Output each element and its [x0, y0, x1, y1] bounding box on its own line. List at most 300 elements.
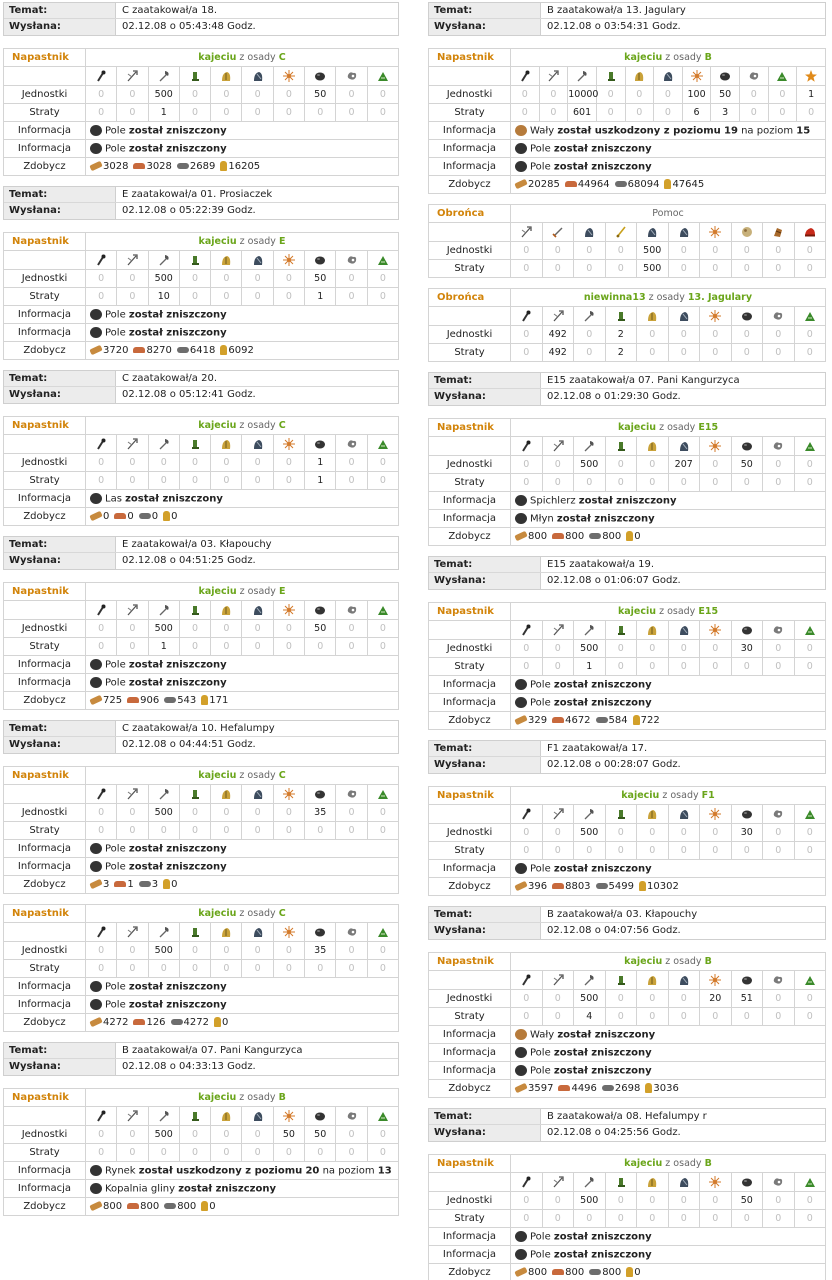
sent-row: [4, 553, 398, 569]
info-row: [4, 122, 399, 140]
info-row: [4, 1180, 399, 1198]
unit-count: 0: [367, 86, 398, 104]
sent-value: 02.12.08 o 05:12:41 Godz.: [122, 389, 256, 400]
grain-icon: [163, 511, 170, 521]
attacker-table: [428, 786, 826, 896]
unit-icon-cell: [605, 805, 637, 824]
catapult-icon: [515, 495, 527, 506]
iron-amount: 2698: [614, 1083, 641, 1094]
unit-count: 0: [542, 474, 574, 492]
unit-count: 0: [668, 242, 700, 260]
player-name-link[interactable]: kajeciu: [617, 422, 657, 433]
wood-icon: [89, 345, 102, 356]
teuton-icon: [678, 624, 690, 636]
unit-count: 500: [148, 620, 179, 638]
report-title-row: [429, 205, 826, 223]
units-row-label: Jednostki: [429, 824, 511, 842]
unit-icon-cell: [731, 223, 763, 242]
iron-icon: [164, 1203, 176, 1209]
unit-icon-cell: [305, 251, 336, 270]
unit-icon-cell: [242, 67, 273, 86]
topic-label: Temat:: [429, 741, 541, 756]
unit-count: 0: [211, 804, 242, 822]
wall-icon: [515, 125, 527, 136]
empty-cell: [429, 307, 511, 326]
settler-icon: [804, 624, 816, 636]
unit-icon-cell: [367, 1107, 398, 1126]
chief-icon: [772, 974, 784, 986]
unit-count: 0: [794, 260, 826, 278]
loot-cell: [86, 342, 399, 360]
redcap-icon: [804, 226, 816, 238]
unit-count: 30: [731, 824, 763, 842]
wood-amount: 800: [103, 1201, 123, 1212]
player-name-link[interactable]: kajeciu: [198, 52, 237, 63]
unit-count: 0: [668, 1210, 700, 1228]
level-from: 19: [723, 125, 738, 137]
player-cell: [511, 1155, 826, 1173]
unit-count: 0: [731, 474, 763, 492]
unit-icon-cell: [794, 805, 826, 824]
unit-count: 0: [763, 1008, 795, 1026]
player-cell: [511, 205, 826, 223]
unit-icon-cell: [763, 805, 795, 824]
unit-count: 0: [86, 804, 117, 822]
unit-count: 0: [86, 620, 117, 638]
topic-value[interactable]: C zaatakował/a 20.: [122, 373, 217, 384]
units-row: [4, 942, 399, 960]
unit-count: 0: [179, 960, 210, 978]
building-name: Pole: [530, 679, 551, 691]
teuton-icon: [252, 788, 264, 800]
info-row: [429, 1228, 826, 1246]
topic-value[interactable]: B zaatakował/a 08. Hefalumpy r: [547, 1111, 707, 1122]
iron-amount: 543: [177, 695, 197, 706]
village-link[interactable]: C: [278, 52, 286, 63]
village-link[interactable]: 13. Jagulary: [687, 292, 753, 303]
units-row: [429, 1192, 826, 1210]
clay-icon: [552, 533, 564, 539]
chief-icon: [772, 310, 784, 322]
info-row: [429, 492, 826, 510]
village-link[interactable]: C: [278, 908, 286, 919]
unit-count: 6: [682, 104, 711, 122]
losses-row: [4, 288, 399, 306]
topic-row: [4, 371, 398, 387]
club-icon: [95, 604, 107, 616]
building-name: Pole: [105, 999, 126, 1011]
grain-amount: 0: [171, 511, 178, 522]
role-label: Obrońca: [429, 289, 511, 307]
unit-count: 0: [542, 640, 574, 658]
info-row: [429, 510, 826, 528]
unit-count: 0: [211, 638, 242, 656]
topic-value[interactable]: B zaatakował/a 13. Jagulary: [547, 5, 686, 16]
units-row: [429, 640, 826, 658]
unit-count: 0: [117, 638, 148, 656]
unit-icons-row: [429, 805, 826, 824]
unit-count: 0: [179, 620, 210, 638]
unit-count: 0: [273, 638, 304, 656]
barrel-icon: [772, 226, 784, 238]
player-name-link[interactable]: kajeciu: [624, 52, 663, 63]
iron-icon: [589, 533, 601, 539]
sent-value: 02.12.08 o 04:25:56 Godz.: [547, 1127, 681, 1138]
topic-label: Temat:: [429, 907, 541, 922]
sent-value: 02.12.08 o 04:44:51 Godz.: [122, 739, 256, 750]
unit-count: 0: [511, 990, 543, 1008]
unit-count: 0: [605, 1192, 637, 1210]
info-row: [4, 978, 399, 996]
losses-row: [4, 960, 399, 978]
player-name-link[interactable]: kajeciu: [198, 770, 237, 781]
unit-icon-cell: [211, 1107, 242, 1126]
unit-icon-cell: [668, 971, 700, 990]
topic-label: Temat:: [4, 721, 116, 736]
unit-count: 0: [625, 86, 654, 104]
unit-count: 500: [574, 1192, 606, 1210]
unit-count: 0: [305, 1144, 336, 1162]
topic-value[interactable]: B zaatakował/a 03. Kłapouchy: [547, 909, 698, 920]
unit-icon-cell: [700, 223, 732, 242]
unit-icon-cell: [511, 437, 543, 456]
unit-count: 0: [117, 104, 148, 122]
village-link[interactable]: E: [278, 586, 286, 597]
player-name-link[interactable]: kajeciu: [198, 420, 237, 431]
unit-count: 500: [148, 804, 179, 822]
unit-count: 1: [305, 288, 336, 306]
player-name-link[interactable]: kajeciu: [198, 1092, 237, 1103]
unit-count: 0: [605, 1008, 637, 1026]
attacker-table: [428, 288, 826, 362]
spear-icon: [126, 70, 138, 82]
report-title-row: [4, 767, 399, 785]
village-link[interactable]: B: [704, 52, 712, 63]
unit-count: 0: [637, 1210, 669, 1228]
unit-count: 0: [305, 960, 336, 978]
unit-count: 0: [211, 942, 242, 960]
unit-icon-cell: [763, 223, 795, 242]
catapult-icon: [90, 861, 102, 872]
empty-cell: [4, 923, 86, 942]
empty-cell: [4, 601, 86, 620]
club-icon: [520, 808, 532, 820]
unit-count: 1: [305, 454, 336, 472]
unit-count: 0: [273, 270, 304, 288]
sent-row: [4, 737, 398, 753]
unit-count: 0: [117, 86, 148, 104]
info-cell: [511, 158, 826, 176]
unit-count: 0: [86, 270, 117, 288]
unit-icons-row: [429, 67, 826, 86]
report-header: [428, 372, 826, 406]
unit-count: 50: [305, 1126, 336, 1144]
unit-count: 0: [511, 824, 543, 842]
unit-icon-cell: [682, 67, 711, 86]
unit-icon-cell: [117, 67, 148, 86]
unit-count: 0: [605, 824, 637, 842]
sent-row: [429, 757, 825, 773]
topic-value[interactable]: E zaatakował/a 03. Kłapouchy: [122, 539, 272, 550]
role-label: Napastnik: [429, 49, 511, 67]
unit-count: 0: [273, 1144, 304, 1162]
player-name-link[interactable]: kajeciu: [624, 956, 663, 967]
losses-row-label: Straty: [4, 472, 86, 490]
settler-icon: [804, 1176, 816, 1188]
axe-icon: [158, 438, 170, 450]
building-name: Pole: [105, 843, 126, 855]
info-cell: [86, 656, 399, 674]
player-name-link[interactable]: niewinna13: [583, 292, 646, 303]
player-name-link[interactable]: kajeciu: [617, 606, 657, 617]
unit-icon-cell: [86, 251, 117, 270]
iron-icon: [589, 1269, 601, 1275]
info-row: [4, 996, 399, 1014]
clay-icon: [133, 163, 145, 169]
unit-count: 50: [305, 620, 336, 638]
village-link[interactable]: E: [278, 236, 286, 247]
player-cell: [86, 1089, 399, 1107]
player-name-link[interactable]: kajeciu: [621, 790, 660, 801]
unit-icon-cell: [367, 435, 398, 454]
unit-count: 0: [794, 824, 826, 842]
village-link[interactable]: B: [704, 956, 712, 967]
units-row-label: Jednostki: [4, 1126, 86, 1144]
ram-icon: [709, 226, 721, 238]
unit-count: 601: [568, 104, 597, 122]
unit-icons-row: [4, 251, 399, 270]
unit-icon-cell: [605, 1173, 637, 1192]
ram-icon: [283, 926, 295, 938]
player-name-link[interactable]: kajeciu: [198, 236, 237, 247]
village-link[interactable]: F1: [701, 790, 715, 801]
building-name: Pole: [105, 659, 126, 671]
unit-icon-cell: [117, 601, 148, 620]
unit-count: 0: [336, 288, 367, 306]
units-row: [4, 86, 399, 104]
role-label: Napastnik: [429, 419, 511, 437]
unit-count: 0: [117, 472, 148, 490]
info-label: Informacja: [429, 860, 511, 878]
paladin-icon: [646, 310, 658, 322]
info-label: Informacja: [4, 324, 86, 342]
units-row-label: Jednostki: [429, 242, 511, 260]
topic-value[interactable]: C zaatakował/a 18.: [122, 5, 217, 16]
unit-count: 0: [211, 620, 242, 638]
unit-count: 0: [117, 942, 148, 960]
info-cell: [511, 1026, 826, 1044]
topic-value[interactable]: F1 zaatakował/a 17.: [547, 743, 648, 754]
scout-icon: [605, 70, 617, 82]
unit-count: 0: [542, 1008, 574, 1026]
grain-amount: 171: [209, 695, 229, 706]
units-row: [4, 454, 399, 472]
report-header: [3, 2, 399, 36]
losses-row-label: Straty: [429, 260, 511, 278]
topic-row: [429, 741, 825, 757]
sent-value: 02.12.08 o 04:51:25 Godz.: [122, 555, 256, 566]
role-label: Napastnik: [4, 767, 86, 785]
village-link[interactable]: C: [278, 420, 286, 431]
units-row: [4, 270, 399, 288]
unit-icon-cell: [242, 251, 273, 270]
catapult-icon: [741, 974, 753, 986]
topic-label: Temat:: [429, 3, 541, 18]
unit-icon-cell: [211, 67, 242, 86]
village-link[interactable]: B: [278, 1092, 286, 1103]
unit-count: 0: [763, 260, 795, 278]
unit-icon-cell: [637, 307, 669, 326]
unit-count: 0: [336, 620, 367, 638]
iron-amount: 0: [151, 511, 159, 522]
damage-text: został zniszczony: [128, 861, 227, 873]
iron-amount: 2689: [189, 161, 216, 172]
unit-icon-cell: [242, 601, 273, 620]
unit-icon-cell: [148, 601, 179, 620]
unit-count: 0: [700, 1192, 732, 1210]
player-name-link[interactable]: kajeciu: [624, 1158, 663, 1169]
player-name-link[interactable]: kajeciu: [198, 586, 237, 597]
unit-count: 500: [637, 260, 669, 278]
iron-icon: [171, 1019, 183, 1025]
info-cell: [511, 492, 826, 510]
unit-count: 0: [273, 288, 304, 306]
damage-text: został zniszczony: [556, 513, 655, 525]
building-name: Pole: [105, 143, 126, 155]
unit-count: 0: [700, 1210, 732, 1228]
catapult-icon: [90, 309, 102, 320]
axe-icon: [158, 70, 170, 82]
catapult-icon: [90, 1165, 102, 1176]
unit-icon-cell: [179, 785, 210, 804]
settler-icon: [804, 808, 816, 820]
scout-icon: [615, 624, 627, 636]
grain-icon: [664, 179, 671, 189]
scout-icon: [189, 438, 201, 450]
from-label: z osady: [665, 956, 702, 967]
info-cell: [86, 840, 399, 858]
clay-icon: [127, 697, 139, 703]
unit-icon-cell: [148, 435, 179, 454]
unit-icon-cell: [305, 785, 336, 804]
topic-value[interactable]: B zaatakował/a 07. Pani Kangurzyca: [122, 1045, 303, 1056]
catapult-icon: [515, 1047, 527, 1058]
unit-count: 50: [731, 456, 763, 474]
unit-count: 0: [637, 1192, 669, 1210]
spear-icon: [126, 926, 138, 938]
units-row: [4, 620, 399, 638]
village-link[interactable]: B: [704, 1158, 712, 1169]
paladin-icon: [646, 1176, 658, 1188]
unit-count: 50: [711, 86, 740, 104]
unit-icon-cell: [794, 223, 826, 242]
damage-text: został zniszczony: [553, 1065, 652, 1077]
topic-value[interactable]: E zaatakował/a 01. Prosiaczek: [122, 189, 273, 200]
wood-icon: [89, 161, 102, 172]
grain-amount: 0: [634, 531, 641, 542]
unit-count: 50: [305, 270, 336, 288]
units-row: [429, 990, 826, 1008]
unit-icon-cell: [117, 785, 148, 804]
player-cell: [511, 603, 826, 621]
units-row-label: Jednostki: [429, 326, 511, 344]
building-name: Pole: [530, 1047, 551, 1059]
unit-count: 0: [763, 242, 795, 260]
unit-icon-cell: [668, 1173, 700, 1192]
unit-icon-cell: [117, 251, 148, 270]
paladin-icon: [220, 1110, 232, 1122]
unit-count: 0: [86, 86, 117, 104]
clay-amount: 44964: [577, 179, 610, 190]
sent-row: [429, 19, 825, 35]
village-link[interactable]: E15: [698, 606, 719, 617]
info-cell: [511, 694, 826, 712]
units-row-label: Jednostki: [429, 640, 511, 658]
unit-count: 4: [574, 1008, 606, 1026]
unit-icon-cell: [605, 307, 637, 326]
unit-count: 0: [242, 1144, 273, 1162]
unit-icon-cell: [763, 307, 795, 326]
topic-value[interactable]: C zaatakował/a 10. Hefalumpy: [122, 723, 275, 734]
attacker-table: [428, 48, 826, 194]
unit-count: 0: [242, 620, 273, 638]
unit-icon-cell: [731, 437, 763, 456]
iron-amount: 800: [602, 1267, 622, 1278]
info-cell: [511, 1246, 826, 1264]
unit-count: 0: [542, 456, 574, 474]
wood-icon: [89, 511, 102, 522]
ram-icon: [709, 974, 721, 986]
unit-count: 0: [700, 1008, 732, 1026]
village-link[interactable]: C: [278, 770, 286, 781]
empty-cell: [4, 67, 86, 86]
wood-amount: 3597: [528, 1083, 554, 1094]
reports-column-left: [3, 2, 399, 1226]
club-icon: [95, 438, 107, 450]
unit-count: 0: [117, 288, 148, 306]
village-link[interactable]: E15: [698, 422, 719, 433]
report-header: [428, 740, 826, 774]
unit-icon-cell: [763, 621, 795, 640]
sent-value: 02.12.08 o 05:22:39 Godz.: [122, 205, 256, 216]
unit-count: 0: [211, 1126, 242, 1144]
unit-count: 0: [511, 1008, 543, 1026]
unit-count: 0: [574, 242, 606, 260]
unit-count: 0: [605, 658, 637, 676]
topic-value[interactable]: E15 zaatakował/a 07. Pani Kangurzyca: [547, 375, 740, 386]
info-row: [4, 324, 399, 342]
losses-row: [429, 1210, 826, 1228]
help-title: Pomoc: [652, 208, 684, 219]
unit-count: 0: [511, 456, 543, 474]
chief-icon: [772, 808, 784, 820]
wood-icon: [514, 1267, 527, 1278]
unit-icon-cell: [731, 621, 763, 640]
iron-amount: 800: [177, 1201, 197, 1212]
topic-value[interactable]: E15 zaatakował/a 19.: [547, 559, 655, 570]
unit-count: 0: [336, 454, 367, 472]
level-to: 13: [377, 1165, 392, 1177]
grain-amount: 0: [222, 1017, 229, 1028]
losses-row: [4, 472, 399, 490]
unit-count: 0: [668, 474, 700, 492]
unit-count: 0: [768, 86, 797, 104]
unit-count: 0: [148, 1144, 179, 1162]
player-name-link[interactable]: kajeciu: [198, 908, 237, 919]
units-row: [429, 242, 826, 260]
unit-icon-cell: [179, 251, 210, 270]
report-title-row: [429, 603, 826, 621]
